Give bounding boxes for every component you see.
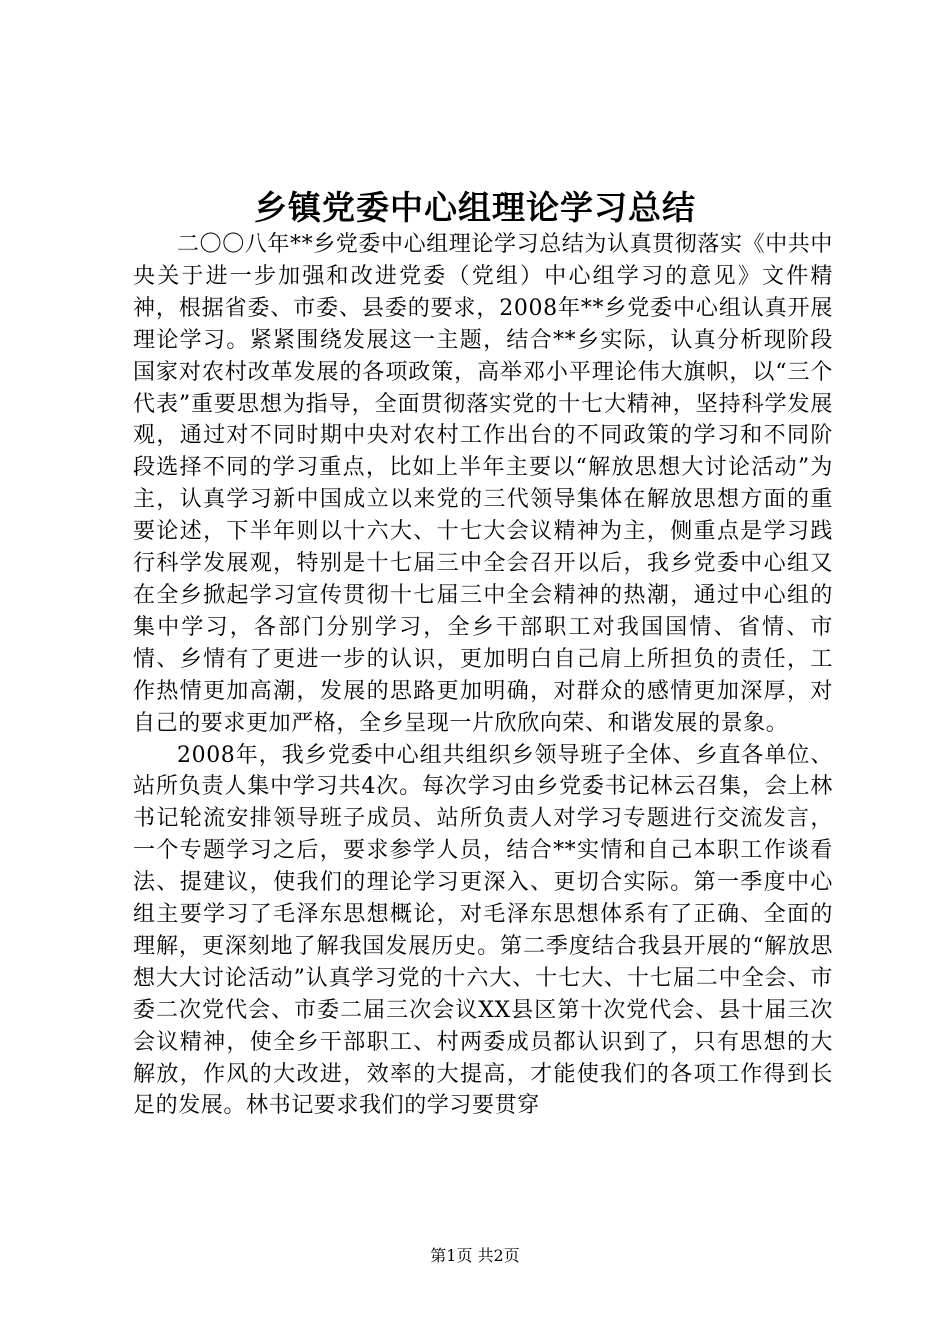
document-title: 乡镇党委中心组理论学习总结 <box>254 188 696 227</box>
page-number-footer: 第1页 共2页 <box>430 1246 520 1265</box>
paragraph: 二〇〇八年**乡党委中心组理论学习总结为认真贯彻落实《中共中央关于进一步加强和改进党委（党组）中心组学习的意见》文件精神，根据省委、市委、县委的要求，2008年**乡党委中心组认真开展理论学习。紧紧围绕发展这一主题，结合**乡实际，认真分析现阶段国家对农村改革发展的各项政策，高举邓小平理论伟大旗帜，以“三个代表”重要思想为指导，全面贯彻落实党的十七大精神，坚持科学发展观，通过对不同时期中央对农村工作出台的不同政策的学习和不同阶段选择不同的学习重点，比如上半年主要以“解放思想大讨论活动”为主，认真学习新中国成立以来党的三代领导集体在解放思想方面的重要论述，下半年则以十六大、十七大会议精神为主，侧重点是学习践行科学发展观，特别是十七届三中全会召开以后，我乡党委中心组又在全乡掀起学习宣传贯彻十七届三中全会精神的热潮，通过中心组的集中学习，各部门分别学习，全乡干部职工对我国国情、省情、市情、乡情有了更进一步的认识，更加明白自己肩上所担负的责任，工作热情更加高潮，发展的思路更加明确，对群众的感情更加深厚，对自己的要求更加严格，全乡呈现一片欣欣向荣、和谐发展的景象。 <box>133 232 834 736</box>
document-body <box>133 229 833 1122</box>
paragraph: 2008年，我乡党委中心组共组织乡领导班子全体、乡直各单位、站所负责人集中学习共4次。每次学习由乡党委书记林云召集，会上林书记轮流安排领导班子成员、站所负责人对学习专题进行交流发言，一个专题学习之后，要求参学人员，结合**实情和自己本职工作谈看法、提建议，使我们的理论学习更深入、更切合实际。第一季度中心组主要学习了毛泽东思想概论，对毛泽东思想体系有了正确、全面的理解，更深刻地了解我国发展历史。第二季度结合我县开展的“解放思想大大讨论活动”认真学习党的十六大、十七大、十七届二中全会、市委二次党代会、市委二届三次会议XX县区第十次党代会、县十届三次会议精神，使全乡干部职工、村两委成员都认识到了，只有思想的大解放，作风的大改进，效率的大提高，才能使我们的各项工作得到长足的发展。林书记要求我们的学习要贯穿 <box>133 742 833 1119</box>
